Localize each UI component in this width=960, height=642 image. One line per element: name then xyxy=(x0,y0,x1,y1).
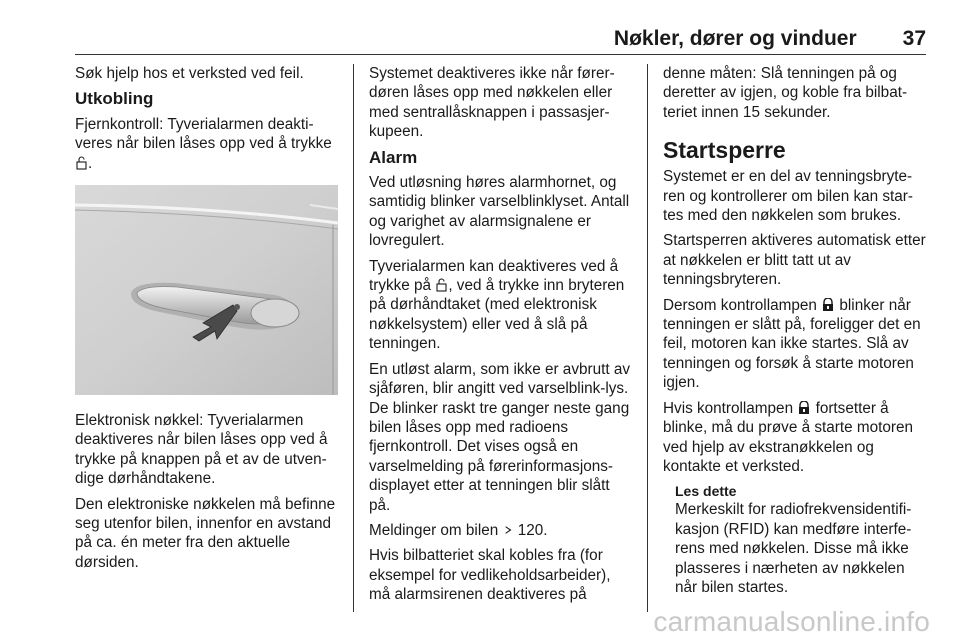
paragraph: Startsperren aktiveres automatisk etter at nøkkelen er blitt tatt ut av tenningsbryteren. xyxy=(663,232,926,289)
paragraph: Hvis kontrollampen fortsetter å blinke, må du prøve å starte motoren ved hjelp av ekstranøkkelen og kontakte et verksted. xyxy=(663,399,913,475)
column-divider-2 xyxy=(647,64,648,612)
paragraph: Systemet deaktiveres ikke når fører-døren låses opp med nøkkelen eller med sentrallåsknappen i passasjer-kupeen. xyxy=(369,65,615,141)
watermark: carmanualsonline.info xyxy=(653,606,930,637)
note-box xyxy=(675,482,929,597)
page-number: 37 xyxy=(902,27,926,50)
paragraph: Fjernkontroll: Tyverialarmen deakti-veres når bilen låses opp ved å trykke . xyxy=(75,115,332,172)
column-1 xyxy=(75,64,341,578)
paragraph: denne måten: Slå tenningen på og deretter av igjen, og koble fra bilbat-teriet innen 15 sekunder. xyxy=(663,65,908,121)
unlock-icon xyxy=(76,156,87,170)
note-title: Les dette xyxy=(675,483,737,500)
immobilizer-warning-icon xyxy=(798,401,810,415)
paragraph: Systemet er en del av tenningsbryte-ren og kontrollerer om bilen kan star-tes med den nøkkelen som brukes. xyxy=(663,168,913,225)
column-divider-1 xyxy=(353,64,354,612)
paragraph: Meldinger om bilen 120. xyxy=(369,521,548,539)
door-handle-illustration xyxy=(75,185,338,395)
heading-utkobling: Utkobling xyxy=(75,89,154,109)
paragraph: Elektronisk nøkkel: Tyverialarmen deaktiveres når bilen låses opp ved å trykke på knappen på et av de utven-dige dørhåndtakene. xyxy=(75,412,328,488)
paragraph: Tyverialarmen kan deaktiveres ved å trykke på , ved å trykke inn bryteren på dørhåndtaket (med elektronisk nøkkelsystem) eller ved å slå på tenningen. xyxy=(369,257,625,353)
page-title: Nøkler, dører og vinduer xyxy=(613,27,857,50)
paragraph: Den elektroniske nøkkelen må befinne seg utenfor bilen, innenfor en avstand på ca. én meter fra den aktuelle dørsiden. xyxy=(75,495,336,571)
page-reference-arrow-icon xyxy=(504,523,513,537)
note-text: Merkeskilt for radiofrekvensidentifi-kasjon (RFID) kan medføre interfe-rens med nøkkelen. Disse må ikke plasseres i nærheten av nøkkelen når bilen startes. xyxy=(675,501,912,596)
page-reference[interactable]: 120. xyxy=(517,521,548,539)
unlock-icon xyxy=(436,278,447,292)
heading-alarm: Alarm xyxy=(369,147,418,167)
paragraph: Søk hjelp hos et verksted ved feil. xyxy=(75,65,304,82)
heading-startsperre: Startsperre xyxy=(663,137,786,164)
page-header xyxy=(75,26,926,55)
column-3 xyxy=(663,64,929,603)
paragraph: Dersom kontrollampen blinker når tenningen er slått på, foreligger det en feil, motoren kan ikke startes. Slå av tenningen og forsøk å starte motoren igjen. xyxy=(663,296,921,392)
paragraph: Ved utløsning høres alarmhornet, og samtidig blinker varselblinklyset. Antall og varighet av alarmsignalene er lovregulert. xyxy=(369,174,630,250)
paragraph: En utløst alarm, som ikke er avbrutt av sjåføren, blir angitt ved varselblink-lys. De blinker raskt tre ganger neste gang bilen låses opp med radioens fjernkontroll. Det vises også en varselmelding på førerinformasjons-displayet etter at tenningen blir slått på. xyxy=(369,360,630,514)
immobilizer-warning-icon xyxy=(822,298,834,312)
column-2 xyxy=(369,64,635,611)
paragraph: Hvis bilbatteriet skal kobles fra (for eksempel for vedlikeholdsarbeider), må alarmsirenen deaktiveres på xyxy=(369,547,611,604)
